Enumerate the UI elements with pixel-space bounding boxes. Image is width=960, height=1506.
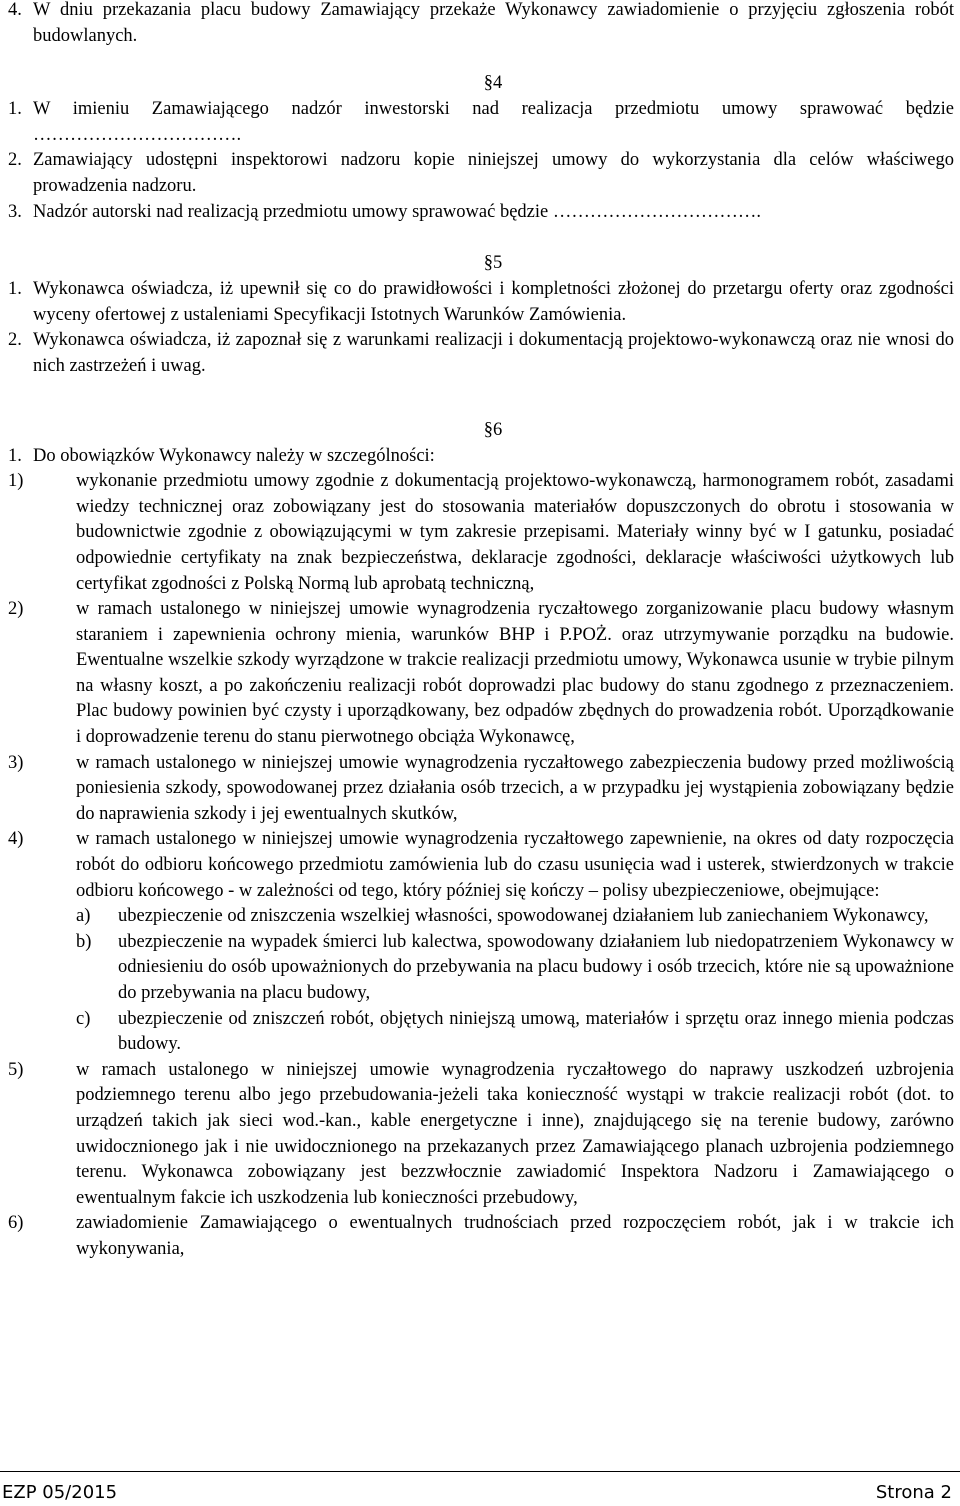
duty-text: w ramach ustalonego w niniejszej umowie wynagrodzenia ryczałtowego do naprawy uszkodzeń uzbrojenia podziemnego terenu albo jego przebudowania-jeżeli taka konieczność wystąpi w trakcie realizacji robót (dot. to urządzeń takich jak sieci wod.-kan., kable energetyczne i inne), znajdującego się na terenie budowy, zarówno uwidocznionego jak i nie uwidocznionego na przekazanych przez Zamawiającego planach uzbrojenia podziemnego terenu. Wykonawca zobowiązany jest bezzwłocznie zawiadomić Inspektora Nadzoru i Zamawiającego o ewentualnym fakcie ich uszkodzenia lub konieczności przebudowy, xyxy=(76,1059,954,1208)
s6-item-1 xyxy=(8,444,954,470)
duty-number: 5) xyxy=(8,1059,24,1080)
item-text: Zamawiający udostępni inspektorowi nadzoru kopie niniejszej umowy do wykorzystania dla celów właściwego prowadzenia nadzoru. xyxy=(33,150,954,196)
item-text: Nadzór autorski nad realizacją przedmiotu umowy sprawować będzie ……………………………. xyxy=(33,201,761,222)
page-footer xyxy=(0,1471,960,1506)
subpoint-text: ubezpieczenie od zniszczeń robót, objętych niniejszą umową, materiałów i sprzętu oraz innego mienia podczas budowy. xyxy=(118,1008,954,1055)
duty-text: w ramach ustalonego w niniejszej umowie wynagrodzenia ryczałtowego zorganizowanie placu budowy własnym staraniem i zapewnienia ochrony mienia, warunków BHP i P.POŻ. oraz utrzymywanie porządku na budowie. Ewentualne wszelkie szkody wyrządzone w trakcie realizacji przedmiotu umowy, Wykonawca usunie w trybie pilnym na własny koszt, a po zakończeniu realizacji robót doprowadzi plac budowy do stanu zgodnego z przeznaczeniem. Plac budowy powinien być czysty i uporządkowany, bez odpadów zbędnych do prowadzenia robót. Uporządkowanie i doprowadzenie terenu do stanu pierwotnego obciąża Wykonawcę, xyxy=(76,599,954,748)
duty-text: w ramach ustalonego w niniejszej umowie wynagrodzenia ryczałtowego zapewnienie, na okres od daty rozpoczęcia robót do odbioru końcowego przedmiotu zamówienia lub do czasu usunięcia wad i usterek, stwierdzonych w trakcie odbioru końcowego - w zależności od tego, który później się kończy – polisy ubezpieczeniowe, obejmujące: xyxy=(76,829,954,901)
section-heading-5: §5 xyxy=(483,253,503,274)
item-text: Wykonawca oświadcza, iż upewnił się co do prawidłowości i kompletności złożonej do przetargu oferty oraz zgodności wyceny ofertowej z ustaleniami Specyfikacji Istotnych Warunków Zamówienia. xyxy=(33,279,954,325)
document-body xyxy=(8,0,954,1263)
duty-number: 1) xyxy=(8,471,24,492)
s5-item-1 xyxy=(8,277,954,328)
item-number: 1. xyxy=(8,445,22,466)
duty-1 xyxy=(8,469,954,597)
subpoint-letter: c) xyxy=(76,1008,91,1029)
subpoint-text: ubezpieczenie na wypadek śmierci lub kalectwa, spowodowany działaniem lub niedopatrzeniem Wykonawcy w odniesieniu do osób upoważnionych do przebywania na placu budowy i osób trzecich, które nie są upoważnione do przebywania na placu budowy, xyxy=(118,931,954,1003)
duty-text: w ramach ustalonego w niniejszej umowie wynagrodzenia ryczałtowego zabezpieczenia budowy przed możliwością poniesienia szkody, spowodowanej przez działania osób trzecich, a w przypadku jej wystąpienia zobowiązany będzie do naprawienia szkody i jej ewentualnych skutków, xyxy=(76,752,954,824)
duty-4-b xyxy=(8,930,954,1007)
section-heading-6: §6 xyxy=(483,419,503,440)
duty-text: zawiadomienie Zamawiającego o ewentualnych trudnościach przed rozpoczęciem robót, jak i w trakcie ich wykonywania, xyxy=(76,1213,954,1259)
paragraph-4 xyxy=(8,0,954,49)
s5-item-2 xyxy=(8,328,954,379)
s4-item-2 xyxy=(8,148,954,199)
s4-item-1 xyxy=(8,97,954,148)
paragraph-text: W dniu przekazania placu budowy Zamawiający przekaże Wykonawcy zawiadomienie o przyjęciu zgłoszenia robót budowlanych. xyxy=(33,0,954,46)
item-number: 2. xyxy=(8,150,22,171)
item-number: 1. xyxy=(8,99,22,120)
paragraph-number: 4. xyxy=(8,0,22,20)
item-number: 2. xyxy=(8,330,22,351)
duty-number: 6) xyxy=(8,1213,24,1234)
subpoint-letter: b) xyxy=(76,931,92,952)
duty-number: 2) xyxy=(8,599,24,620)
item-number: 3. xyxy=(8,201,22,222)
subpoint-text: ubezpieczenie od zniszczenia wszelkiej własności, spowodowanej działaniem lub zaniechaniem Wykonawcy, xyxy=(118,906,929,927)
duty-4-a xyxy=(8,904,954,930)
item-text: Wykonawca oświadcza, iż zapoznał się z warunkami realizacji i dokumentacją projektowo-wykonawczą oraz nie wnosi do nich zastrzeżeń i uwag. xyxy=(33,330,954,376)
section-heading-4: §4 xyxy=(483,73,503,94)
s4-item-3 xyxy=(8,200,954,226)
duty-3 xyxy=(8,751,954,828)
duty-text: wykonanie przedmiotu umowy zgodnie z dokumentacją projektowo-wykonawczą, harmonogramem robót, zasadami wiedzy technicznej oraz zobowiązany jest do stosowania materiałów dopuszczonych do obrotu i stosowania w budownictwie zgodnie z obowiązującymi w tym zakresie przepisami. Materiały winny być w I gatunku, posiadać odpowiednie certyfikaty na znak bezpieczeństwa, deklaracje zgodności, deklaracje właściwości użytkowych lub certyfikat zgodności z Polską Normą lub aprobatą techniczną, xyxy=(76,471,954,594)
duty-6 xyxy=(8,1211,954,1262)
duty-4-c xyxy=(8,1007,954,1058)
document-reference: EZP 05/2015 xyxy=(2,1482,118,1503)
item-text: W imieniu Zamawiającego nadzór inwestorski nad realizacja przedmiotu umowy sprawować będzie ……………………………. xyxy=(33,99,954,145)
subpoint-letter: a) xyxy=(76,906,91,927)
duty-number: 4) xyxy=(8,829,24,850)
duty-4 xyxy=(8,827,954,904)
duty-number: 3) xyxy=(8,752,24,773)
duty-2 xyxy=(8,597,954,751)
duty-5 xyxy=(8,1058,954,1212)
item-text: Do obowiązków Wykonawcy należy w szczególności: xyxy=(33,445,435,466)
page-number: Strona 2 xyxy=(875,1482,952,1503)
item-number: 1. xyxy=(8,279,22,300)
